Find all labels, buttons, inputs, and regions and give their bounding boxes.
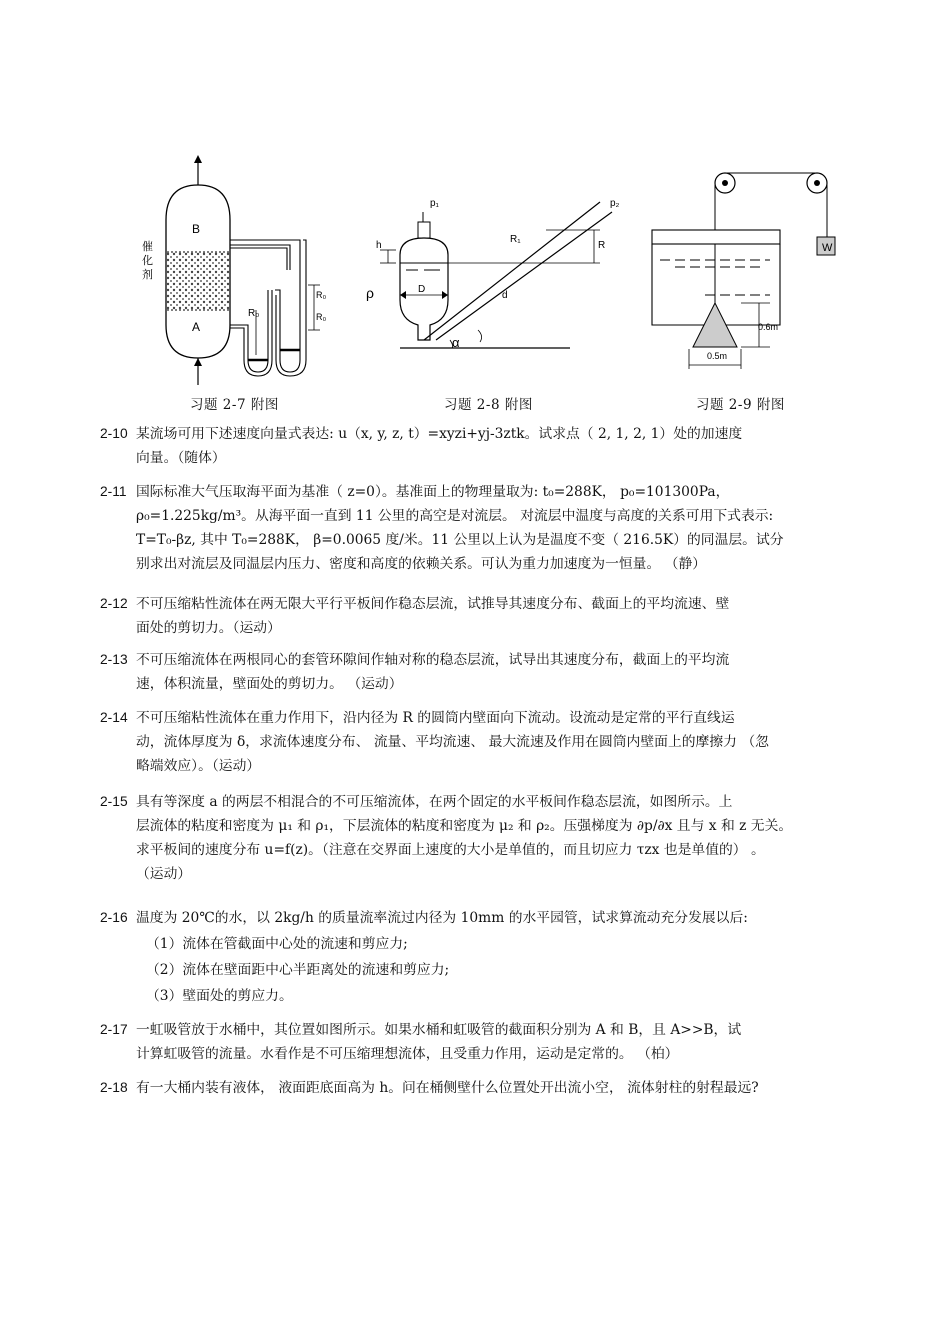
problem-text: 国际标准大气压取海平面为基准（ z=0）。基准面上的物理量取为: t₀=288K， p₀=101300Pa， [136,484,730,500]
problem-text: 向量。（随体） [136,450,226,466]
label-B: B [192,222,201,236]
problem-text: 层流体的粘度和密度为 μ₁ 和 ρ₁，下层流体的粘度和密度为 μ₂ 和 ρ₂。压强梯度为 ∂p/∂x 且与 x 和 z 无关。 [136,818,793,834]
label-d: d [502,290,508,301]
problem-text: 求平板间的速度分布 u=f(z)。（注意在交界面上速度的大小是单值的，而且切应力 τzx 也是单值的） 。 [136,842,765,858]
problem-2-12 [100,592,860,640]
label-rho: ρ [366,285,374,301]
caption-2-9: 习题 2-9 附图 [696,397,785,413]
label-p2: p₂ [610,198,620,209]
problem-2-15 [100,790,860,886]
problem-text: 温度为 20℃的水，以 2kg/h 的质量流率流过内径为 10mm 的水平园管，试求算流动充分发展以后: [136,910,748,926]
problem-text: ρ₀=1.225kg/m³。从海平面一直到 11 公里的高空是对流层。 对流层中温度与高度的关系可用下式表示: [136,508,774,524]
problem-number: 2-11 [100,484,127,499]
problem-number: 2-15 [100,794,128,809]
sub-question: （2）流体在壁面距中心半距离处的流速和剪应力; [146,962,450,978]
label-05m: 0.5m [707,351,728,361]
label-R: R [598,240,606,251]
problem-number: 2-12 [100,596,128,611]
problem-text: 动，流体厚度为 δ，求流体速度分布、 流量、平均流速、 最大流速及作用在圆筒内壁面上的摩擦力 （忽 [136,734,769,750]
problem-2-16 [100,906,860,1008]
problem-number: 2-10 [100,426,128,441]
problem-text: 某流场可用下述速度向量式表达: u（x, y, z, t）=xyzi+yj-3ztk。试求点（ 2, 1, 2, 1）处的加速度 [136,426,743,442]
label-R0-c: R₀ [316,312,327,322]
label-R0-a: R₀ [248,308,260,319]
problem-text: 不可压缩粘性流体在重力作用下，沿内径为 R 的圆筒内壁面向下流动。设流动是定常的平行直线运 [136,710,735,726]
problem-text: 一虹吸管放于水桶中，其位置如图所示。如果水桶和虹吸管的截面积分别为 A 和 B，且 A>>B，试 [136,1022,742,1038]
problem-text: 不可压缩粘性流体在两无限大平行平板间作稳态层流，试推导其速度分布、截面上的平均流速、壁 [136,596,730,612]
caption-2-8: 习题 2-8 附图 [444,397,533,413]
figure-2-7 [130,150,330,390]
problem-2-18 [100,1076,860,1100]
label-R1: R₁ [510,234,521,245]
problem-text: 具有等深度 a 的两层不相混合的不可压缩流体，在两个固定的水平板间作稳态层流，如图所示。上 [136,794,733,810]
problem-text: T=T₀-βz, 其中 T₀=288K， β=0.0065 度/米。11 公里以上认为是温度不变（ 216.5K）的同温层。试分 [136,532,784,548]
problem-2-13 [100,648,860,696]
problem-2-10 [100,422,860,470]
label-D: D [418,284,426,295]
problem-text: 速，体积流量，壁面处的剪切力。 （运动） [136,676,403,692]
label-p1: p₁ [430,198,439,209]
label-A: A [192,320,201,334]
label-h: h [376,240,382,251]
problem-2-17 [100,1018,860,1066]
caption-2-7: 习题 2-7 附图 [190,397,279,413]
problem-text: 有一大桶内装有液体， 液面距底面高为 h。问在桶侧壁什么位置处开出流小空， 流体射柱的射程最远? [136,1080,759,1096]
problem-text: 不可压缩流体在两根同心的套管环隙间作轴对称的稳态层流，试导出其速度分布，截面上的平均流 [136,652,730,668]
problem-number: 2-14 [100,710,128,725]
problem-text: 略端效应）。（运动） [136,758,261,774]
problem-number: 2-16 [100,910,128,925]
problem-text: 面处的剪切力。（运动） [136,620,281,636]
problem-number: 2-18 [100,1080,128,1095]
problem-text: 别求出对流层及同温层内压力、密度和高度的依赖关系。可认为重力加速度为一恒量。 （静） [136,556,707,572]
figure-2-9 [645,165,845,375]
sub-question: （3）壁面处的剪应力。 [146,988,293,1004]
label-06m: 0.6m [758,322,779,332]
sub-question: （1）流体在管截面中心处的流速和剪应力; [146,936,408,952]
problem-2-11 [100,480,860,576]
label-R0-b: R₀ [316,290,327,300]
label-catalyst-1: 催 [142,241,153,253]
problem-text: （运动） [136,866,192,882]
figure-2-8 [360,190,630,360]
problem-number: 2-13 [100,652,128,667]
label-catalyst-2: 化 [142,255,153,267]
problem-2-14 [100,706,860,778]
problem-number: 2-17 [100,1022,128,1037]
problem-text: 计算虹吸管的流量。水看作是不可压缩理想流体，且受重力作用，运动是定常的。 （柏） [136,1046,679,1062]
label-alpha: α [452,335,460,350]
label-W: W [822,242,833,254]
label-catalyst-3: 剂 [142,269,153,281]
